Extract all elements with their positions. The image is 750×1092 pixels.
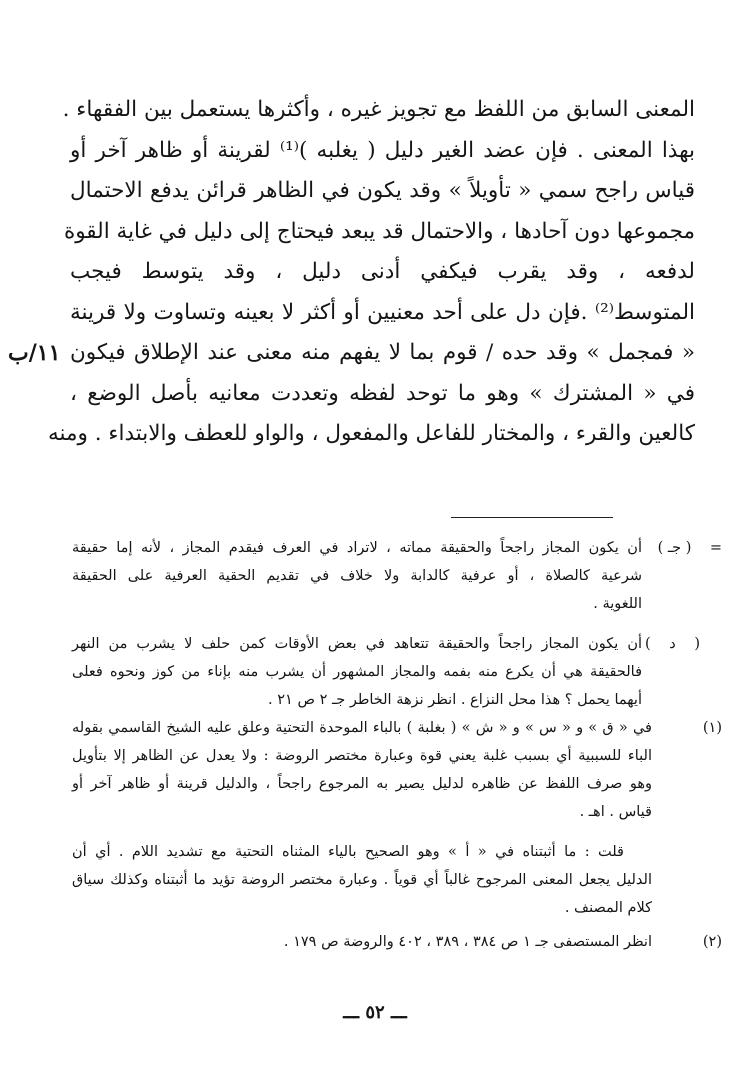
footnote-line: (٢) انظر المستصفى جـ ١ ص ٣٨٤ ، ٣٨٩ ، ٤٠٢ والروضة ص ١٧٩ . bbox=[72, 928, 712, 956]
continuation-mark: = ( جـ ) bbox=[657, 540, 722, 556]
text-line: لدفعه ، وقد يقرب فيكفي أدنى دليل ، وقد يتوسط فيجب bbox=[70, 259, 695, 284]
footnote-line: اللغوية . bbox=[593, 596, 642, 612]
text-line: المتوسط⁽²⁾ .فإن دل على أحد معنيين أو أكثر لا بعينه وتساوت ولا قرينة bbox=[70, 299, 695, 325]
text-line: المعنى السابق من اللفظ مع تجويز غيره ، وأكثرها يستعمل بين الفقهاء . bbox=[62, 97, 695, 122]
footnote-line: قلت : ما أثبتناه في « أ » وهو الصحيح بالياء المثناه التحتية مع تشديد اللام . أي أن bbox=[72, 844, 624, 860]
footnote-line: كلام المصنف . bbox=[564, 900, 652, 916]
footnote-marker: (١) bbox=[702, 720, 722, 736]
text-line-content: « فمجمل » وقد حده / قوم بما لا يفهم منه معنى عند الإطلاق فيكون bbox=[70, 340, 695, 365]
footnote-line: شرعية كالصلاة ، أو عرفية كالدابة ولا خلاف في تقديم الحقية العرفية على الحقيقة bbox=[72, 568, 642, 584]
footnote-separator bbox=[451, 517, 613, 518]
main-text-block bbox=[8, 90, 695, 455]
footnote-line: قياس . اهـ . bbox=[579, 804, 652, 820]
text-line: في « المشترك » وهو ما توحد لفظه وتعددت معانيه بأصل الوضع ، bbox=[70, 380, 695, 406]
footnote-line: أيهما يحمل ؟ هذا محل النزاع . انظر نزهة الخاطر جـ ٢ ص ٢١ . bbox=[268, 692, 642, 708]
footnote-line: (١) في « ق » و « س » و « ش » ( بغلبة ) بالباء الموحدة التحتية وعلق عليه الشيخ القاسمي بقوله bbox=[72, 714, 712, 742]
footnotes-block bbox=[72, 534, 722, 956]
footnote-marker: (٢) bbox=[702, 934, 722, 950]
text-line: مجموعها دون آحادها ، والاحتمال قد يبعد فيحتاج إلى دليل في غاية القوة bbox=[63, 218, 695, 244]
text-line-with-margin bbox=[8, 333, 695, 374]
text-line: قياس راجح سمي « تأويلاً » وقد يكون في الظاهر قرائن يدفع الاحتمال bbox=[70, 178, 695, 203]
text-line: كالعين والقرء ، والمختار للفاعل والمفعول ، والواو للعطف والابتداء . ومنه bbox=[47, 421, 695, 446]
footnote-marker: ( د ) bbox=[645, 636, 700, 652]
footnote-line: وهو صرف اللفظ عن ظاهره لدليل يصير به المرجوع راجحاً ، والدليل قرينة أو ظاهر آخر أو bbox=[72, 776, 652, 792]
page-number: ـــ ٥٢ ـــ bbox=[343, 1002, 407, 1023]
footnote-line: الدليل يجعل المعنى المرجوح غالباً أي قوياً . وعبارة مختصر الروضة تؤيد ما أثبتناه وكذلك سياق bbox=[72, 872, 652, 888]
text-line: بهذا المعنى . فإن عضد الغير دليل ( يغلبه )⁽¹⁾ لقرينة أو ظاهر آخر أو bbox=[70, 137, 695, 163]
footnote-line: الباء للسببية أي بسبب غلبة يعني قوة وعبارة مختصر الروضة : ولا يعدل عن الظاهر إلا بتأويل bbox=[72, 748, 652, 764]
footnote-line: فالحقيقة هي أن يكرع منه بفمه والمجاز المشهور أن يشرب منه بإناء من كوز ونحوه فعلى bbox=[72, 664, 642, 680]
manuscript-folio-mark: ١١/ب bbox=[8, 340, 61, 366]
footnote-line: = ( جـ ) أن يكون المجاز راجحاً والحقيقة مماته ، لاتراد في العرف فيقدم المجاز ، لأنه إما حقيقة bbox=[72, 534, 712, 562]
footnote-line: ( د ) أن يكون المجاز راجحاً والحقيقة تتعاهد في بعض الأوقات كمن حلف لا يشرب من النهر bbox=[72, 630, 712, 658]
